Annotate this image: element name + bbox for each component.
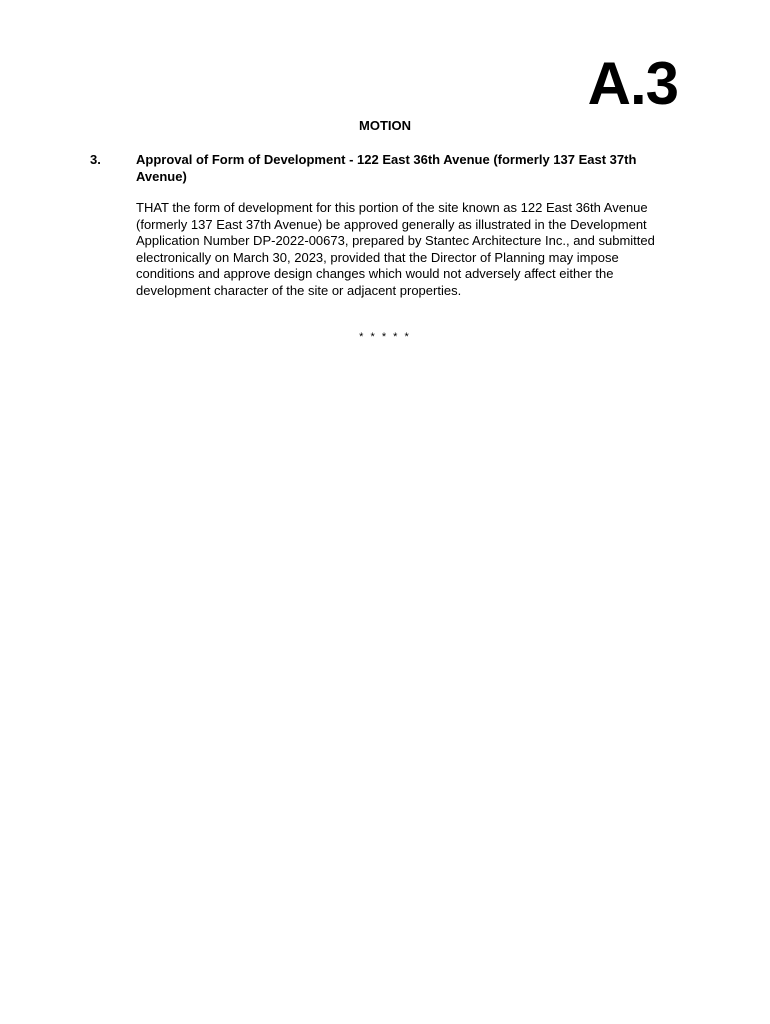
agenda-item-code: A.3	[587, 50, 678, 117]
motion-item-title: Approval of Form of Development - 122 East 36th Avenue (formerly 137 East 37th Avenue)	[136, 152, 637, 184]
page-title: MOTION	[359, 118, 411, 133]
end-of-motion-marker: * * * * *	[359, 331, 411, 343]
motion-item-number: 3.	[90, 152, 101, 167]
motion-item-body: THAT the form of development for this portion of the site known as 122 East 36th Avenue (formerly 137 East 37th Avenue) be approved generally as illustrated in the Development Application Number DP-2022-00673, prepared by Stantec Architecture Inc., and submitted electronically on March 30, 2023, provided that the Director of Planning may impose conditions and approve design changes which would not adversely affect either the development character of the site or adjacent properties.	[136, 200, 655, 298]
